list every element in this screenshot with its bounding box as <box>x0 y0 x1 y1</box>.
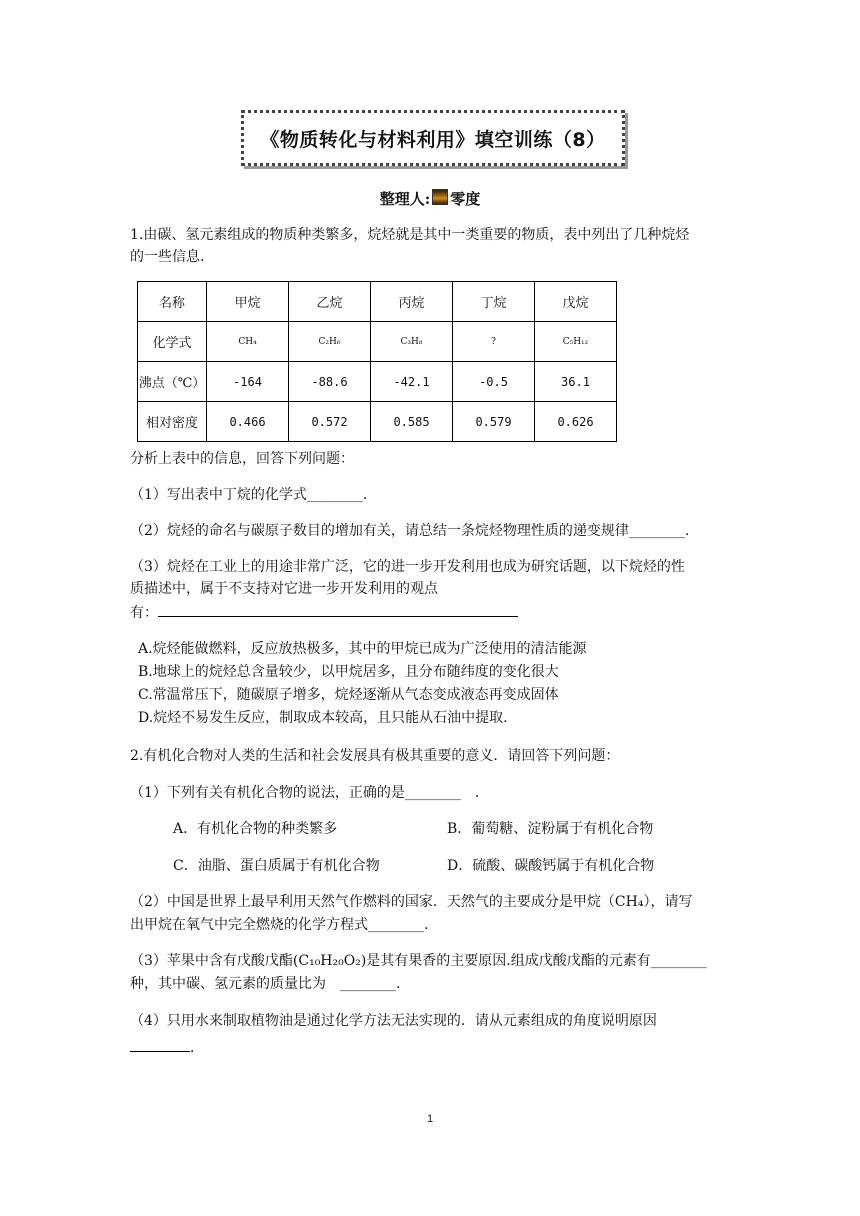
table-cell: 0.626 <box>535 402 617 442</box>
q2-part2-line1: （2）中国是世界上最早利用天然气作燃料的国家．天然气的主要成分是甲烷（CH₄），请写 <box>130 894 693 910</box>
table-cell: 36.1 <box>535 362 617 402</box>
table-cell: C₅H₁₂ <box>535 322 617 362</box>
q2-part3-line2: 种，其中碳、氢元素的质量比为 ________. <box>130 976 401 992</box>
q2-option-d: D．硫酸、碳酸钙属于有机化合物 <box>447 858 655 874</box>
author-label: 整理人: <box>379 190 431 208</box>
q2-intro: 2.有机化合物对人类的生活和社会发展具有极其重要的意义．请回答下列问题： <box>130 748 620 764</box>
q2-part2-line2: 出甲烷在氧气中完全燃烧的化学方程式________. <box>130 917 429 933</box>
q2-option-b: B．葡萄糖、淀粉属于有机化合物 <box>447 821 654 837</box>
table-density-row <box>138 402 617 442</box>
q1-part3-line1: （3）烷烃在工业上的用途非常广泛，它的进一步开发利用也成为研究话题，以下烷烃的性 <box>130 559 685 575</box>
q1-option-a: A.烷烃能做燃料，反应放热极多，其中的甲烷已成为广泛使用的清洁能源 <box>138 641 587 657</box>
q1-part2: （2）烷烃的命名与碳原子数目的增加有关，请总结一条烷烃物理性质的递变规律________. <box>130 523 690 539</box>
author-name: 零度 <box>450 190 481 208</box>
table-cell: 甲烷 <box>207 282 289 322</box>
q1-part3-line2: 质描述中，属于不支持对它进一步开发利用的观点 <box>130 581 438 597</box>
table-cell: 0.466 <box>207 402 289 442</box>
table-cell: 0.572 <box>289 402 371 442</box>
q2-part4-line1: （4）只用水来制取植物油是通过化学方法无法实现的．请从元素组成的角度说明原因 <box>130 1013 657 1029</box>
answer-blank <box>130 1036 190 1052</box>
table-cell: 乙烷 <box>289 282 371 322</box>
table-cell: -42.1 <box>371 362 453 402</box>
q1-analyze: 分析上表中的信息，回答下列问题： <box>130 451 354 467</box>
title-box <box>241 110 625 166</box>
q2-option-c: C．油脂、蛋白质属于有机化合物 <box>173 858 380 874</box>
table-cell: 相对密度 <box>138 402 207 442</box>
q1-option-b: B.地球上的烷烃总含量较少，以甲烷居多，且分布随纬度的变化很大 <box>138 664 559 680</box>
q1-option-d: D.烷烃不易发生反应，制取成本较高，且只能从石油中提取. <box>138 710 508 726</box>
q1-option-c: C.常温常压下，随碳原子增多，烷烃逐渐从气态变成液态再变成固体 <box>138 687 559 703</box>
q2-option-a: A．有机化合物的种类繁多 <box>173 821 338 837</box>
table-cell: -164 <box>207 362 289 402</box>
table-cell: ? <box>453 322 535 362</box>
table-cell: -0.5 <box>453 362 535 402</box>
table-cell: C₂H₆ <box>289 322 371 362</box>
q2-part3-line1: （3）苹果中含有戊酸戊酯(C₁₀H₂₀O₂)是其有果香的主要原因.组成戊酸戊酯的元素有________ <box>130 953 707 969</box>
author-line <box>0 188 860 209</box>
answer-blank <box>158 601 518 617</box>
q1-intro-line2: 的一些信息. <box>130 249 205 265</box>
table-cell: 戊烷 <box>535 282 617 322</box>
q2-part1: （1）下列有关有机化合物的说法，正确的是________ . <box>130 785 480 801</box>
q1-part1: （1）写出表中丁烷的化学式________. <box>130 487 368 503</box>
table-cell: -88.6 <box>289 362 371 402</box>
table-bp-row <box>138 362 617 402</box>
q2-part4-line2 <box>130 1036 204 1059</box>
q2-part4-suffix: ． <box>190 1040 204 1056</box>
alkane-table <box>137 281 617 442</box>
table-cell: 0.585 <box>371 402 453 442</box>
q1-part3-line3 <box>130 601 518 624</box>
author-avatar-icon <box>432 189 448 205</box>
page-number: 1 <box>426 1113 434 1125</box>
table-cell: 沸点（℃） <box>138 362 207 402</box>
table-formula-row <box>138 322 617 362</box>
q1-intro-line1: 1.由碳、氢元素组成的物质种类繁多，烷烃就是其中一类重要的物质，表中列出了几种烷烃 <box>130 227 690 243</box>
table-cell: 名称 <box>138 282 207 322</box>
table-cell: 丁烷 <box>453 282 535 322</box>
table-cell: 化学式 <box>138 322 207 362</box>
page-title: 《物质转化与材料利用》填空训练（8） <box>260 128 606 151</box>
table-header-row <box>138 282 617 322</box>
table-cell: CH₄ <box>207 322 289 362</box>
table-cell: C₃H₈ <box>371 322 453 362</box>
table-cell: 0.579 <box>453 402 535 442</box>
table-cell: 丙烷 <box>371 282 453 322</box>
q1-part3-label: 有： <box>130 605 158 621</box>
